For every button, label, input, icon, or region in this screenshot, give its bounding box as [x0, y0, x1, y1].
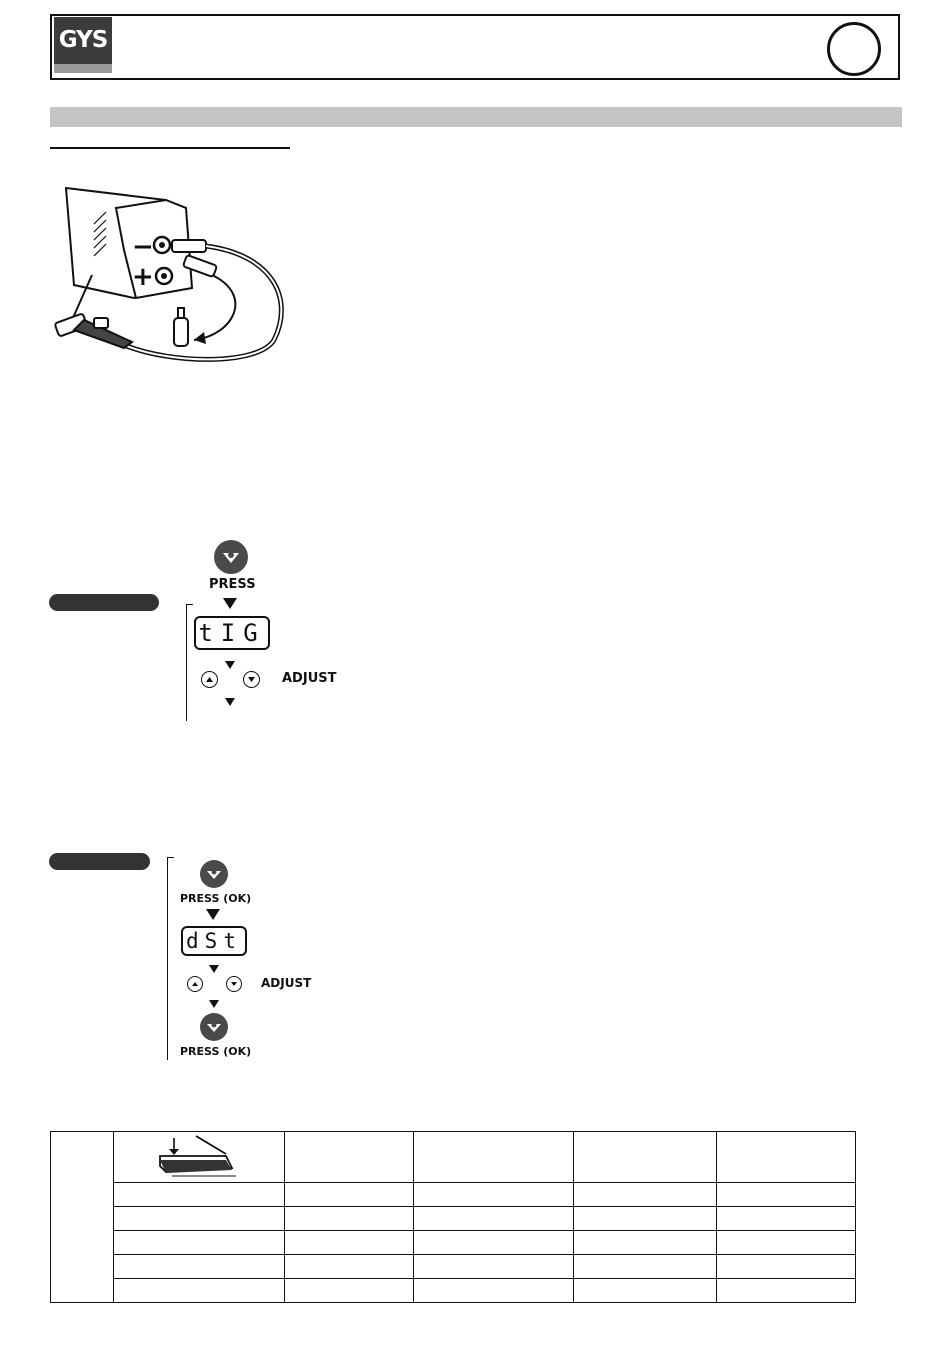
selector-knob-icon[interactable] [214, 540, 248, 574]
table-header-cell [716, 1132, 855, 1183]
arrow-down-icon [225, 661, 235, 669]
down-arrow-button[interactable] [226, 976, 242, 992]
logo-stripe [54, 64, 112, 73]
table-header-cell [573, 1132, 716, 1183]
table-side-cell [51, 1132, 114, 1303]
minus-label: − [132, 232, 154, 262]
arrow-down-icon [225, 698, 235, 706]
settings-table [50, 1131, 856, 1303]
language-badge [827, 22, 881, 76]
adjust-label: ADJUST [282, 671, 337, 686]
table-header-cell [414, 1132, 573, 1183]
table-header-cell [285, 1132, 414, 1183]
arrow-down-icon [209, 965, 219, 973]
step-label-pill-1 [49, 594, 159, 611]
plus-label: + [132, 262, 154, 292]
step-label-pill-2 [49, 853, 150, 870]
connection-diagram [44, 180, 294, 375]
arrow-down-icon [206, 909, 220, 920]
down-arrow-button[interactable] [243, 671, 260, 688]
press-ok-label-2: PRESS (OK) [180, 1045, 252, 1058]
page-header [50, 14, 900, 80]
press-label: PRESS [209, 577, 256, 592]
table-row [51, 1255, 856, 1279]
foot-pedal-icon [114, 1132, 284, 1177]
up-arrow-button[interactable] [187, 976, 203, 992]
step-bracket-2 [167, 857, 174, 1060]
lcd-text: tIG [198, 619, 266, 647]
selector-knob-icon[interactable] [200, 860, 228, 888]
lcd-text: dSt [186, 929, 242, 953]
table-row [51, 1231, 856, 1255]
logo-text: GYS [58, 27, 108, 53]
section-bar [50, 107, 902, 127]
table-row [51, 1183, 856, 1207]
step-bracket-1 [186, 604, 193, 721]
lcd-display [194, 616, 270, 650]
section-underline [50, 147, 290, 149]
selector-knob-icon[interactable] [200, 1013, 228, 1041]
gys-logo [54, 17, 112, 73]
lcd-display [181, 926, 247, 956]
table-row [51, 1207, 856, 1231]
arrow-down-icon [209, 1000, 219, 1008]
table-row [51, 1279, 856, 1303]
adjust-label: ADJUST [261, 976, 312, 990]
pedal-header-cell [114, 1132, 285, 1183]
press-ok-label: PRESS (OK) [180, 892, 252, 905]
up-arrow-button[interactable] [201, 671, 218, 688]
arrow-down-icon [223, 598, 237, 609]
